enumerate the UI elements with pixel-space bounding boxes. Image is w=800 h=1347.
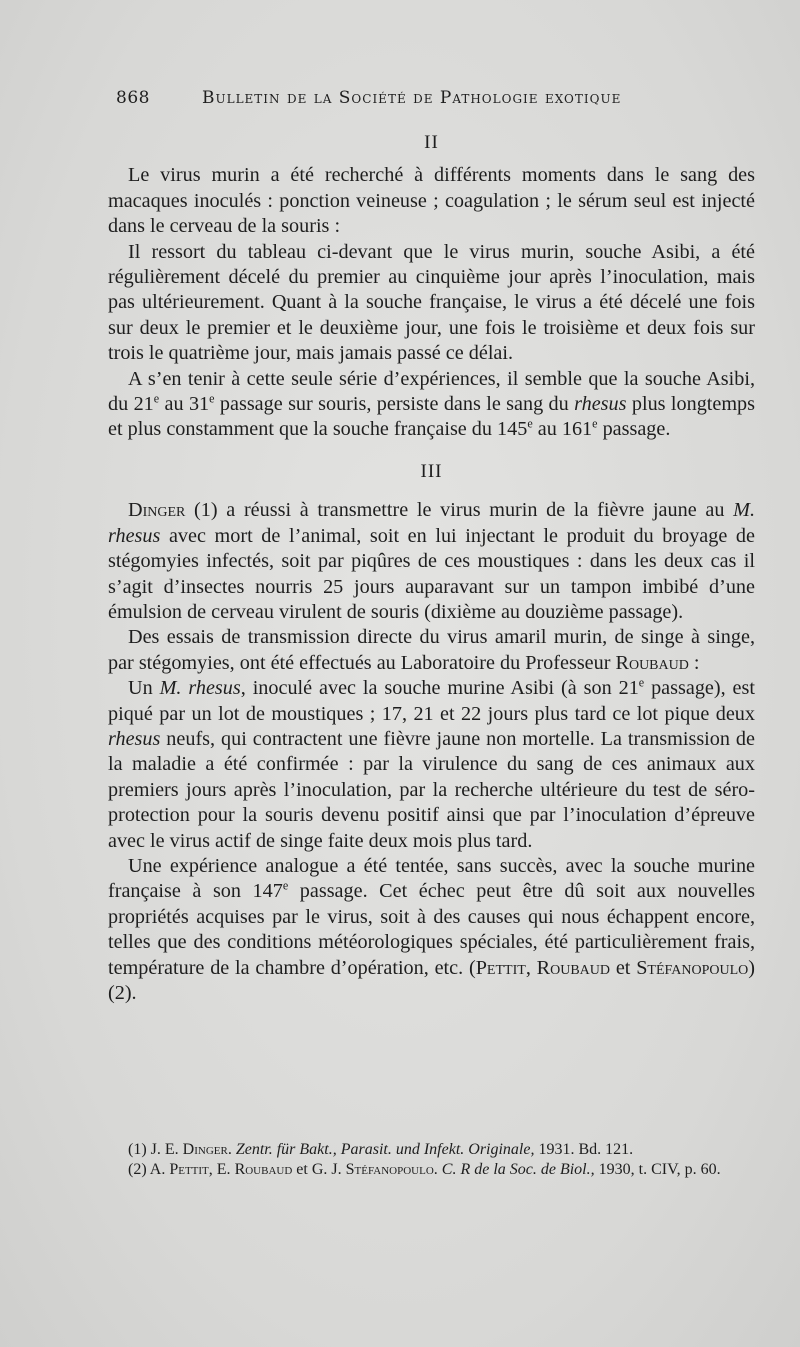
paragraph: Il ressort du tableau ci-devant que le virus murin, souche Asibi, a été régulièrement décelé du premier au cinquième jour après l’inoculation, mais pas ultérieurement. Quant à la souche française, le virus a été décelé une fois sur deux le premier et le deuxième jour, une fois le troisième et deux fois sur trois le quatrième jour, mais jamais passé ce délai. [108,240,755,365]
footnote-2: (2) A. Pettit, E. Roubaud et G. J. Stéfanopoulo. C. R de la Soc. de Biol., 1930, t. CIV, p. 60. [128,1161,721,1178]
italic-term: M. rhesus [108,499,755,547]
journal-name: C. R de la Soc. de Biol., [441,1161,595,1178]
author-name: Roubaud [234,1161,293,1178]
page-number: 868 [116,88,150,108]
author-name: Dinger [128,499,186,522]
author-name: Pettit [169,1161,209,1178]
footnote-1: (1) J. E. Dinger. Zentr. für Bakt., Parasit. und Infekt. Originale, 1931. Bd. 121. [128,1141,634,1158]
author-name: Dinger [182,1141,228,1158]
section-heading-iii: III [420,460,443,482]
journal-name: Zentr. für Bakt., Parasit. und Infekt. Originale, [235,1141,535,1158]
author-name: Roubaud [536,956,611,979]
footnotes [108,1140,755,1180]
journal-title: Bulletin de la Société de Pathologie exotique [202,88,622,108]
author-name: Pettit [475,956,526,979]
section-heading-ii: II [424,132,439,153]
author-name: Roubaud [615,651,689,674]
paragraph: Le virus murin a été recherché à différents moments dans le sang des macaques inoculés : ponction veineuse ; coagulation ; le sérum seul est injecté dans le cerveau de la souris : [108,164,755,238]
paragraph: Des essais de transmission directe du virus amaril murin, de singe à singe, par stégomyies, ont été effectués au Laboratoire du Professeur Roubaud : [108,626,755,674]
paragraph: A s’en tenir à cette seule série d’expériences, il semble que la souche Asibi, du 21e au 31e passage sur souris, persiste dans le sang du rhesus plus longtemps et plus constamment que la souche française du 145e au 161e passage. [108,367,756,441]
article-body [108,130,755,1006]
italic-term: M. rhesus [159,677,241,700]
paragraph: Une expérience analogue a été tentée, sans succès, avec la souche murine française à son 147e passage. Cet échec peut être dû soit aux nouvelles propriétés acquises par le virus, soit à des causes qui nous échappent encore, telles que des conditions météorologiques spéciales, été particulièrement frais, température de la chambre d’opération, etc. (Pettit, Roubaud et Stéfanopoulo) (2). [108,854,755,1004]
author-name: Stéfanopoulo [345,1161,434,1178]
paragraph: Un M. rhesus, inoculé avec la souche murine Asibi (à son 21e passage), est piqué par un lot de moustiques ; 17, 21 et 22 jours plus tard ce lot pique deux rhesus neufs, qui contractent une fièvre jaune non mortelle. La transmission de la maladie a été confirmée : par la virulence du sang de ces animaux aux premiers jours après l’inoculation, par la recherche ultérieure du test de séro-protection pour la souris devenu positif ainsi que par l’inoculation d’épreuve avec le virus actif de singe faite deux mois plus tard. [108,675,755,852]
author-name: Stéfanopoulo [636,956,749,979]
paragraph: Dinger (1) a réussi à transmettre le virus murin de la fièvre jaune au M. rhesus avec mort de l’animal, soit en lui injectant le produit du broyage de stégomyies infectés, soit par piqûres de ces moustiques : dans les deux cas il s’agit d’insectes nourris 25 jours auparavant sur un tampon imbibé d’une émulsion de cerveau virulent de souris (dixième au douzième passage). [108,499,755,623]
italic-term: rhesus [574,393,627,416]
italic-term: rhesus [108,727,161,750]
